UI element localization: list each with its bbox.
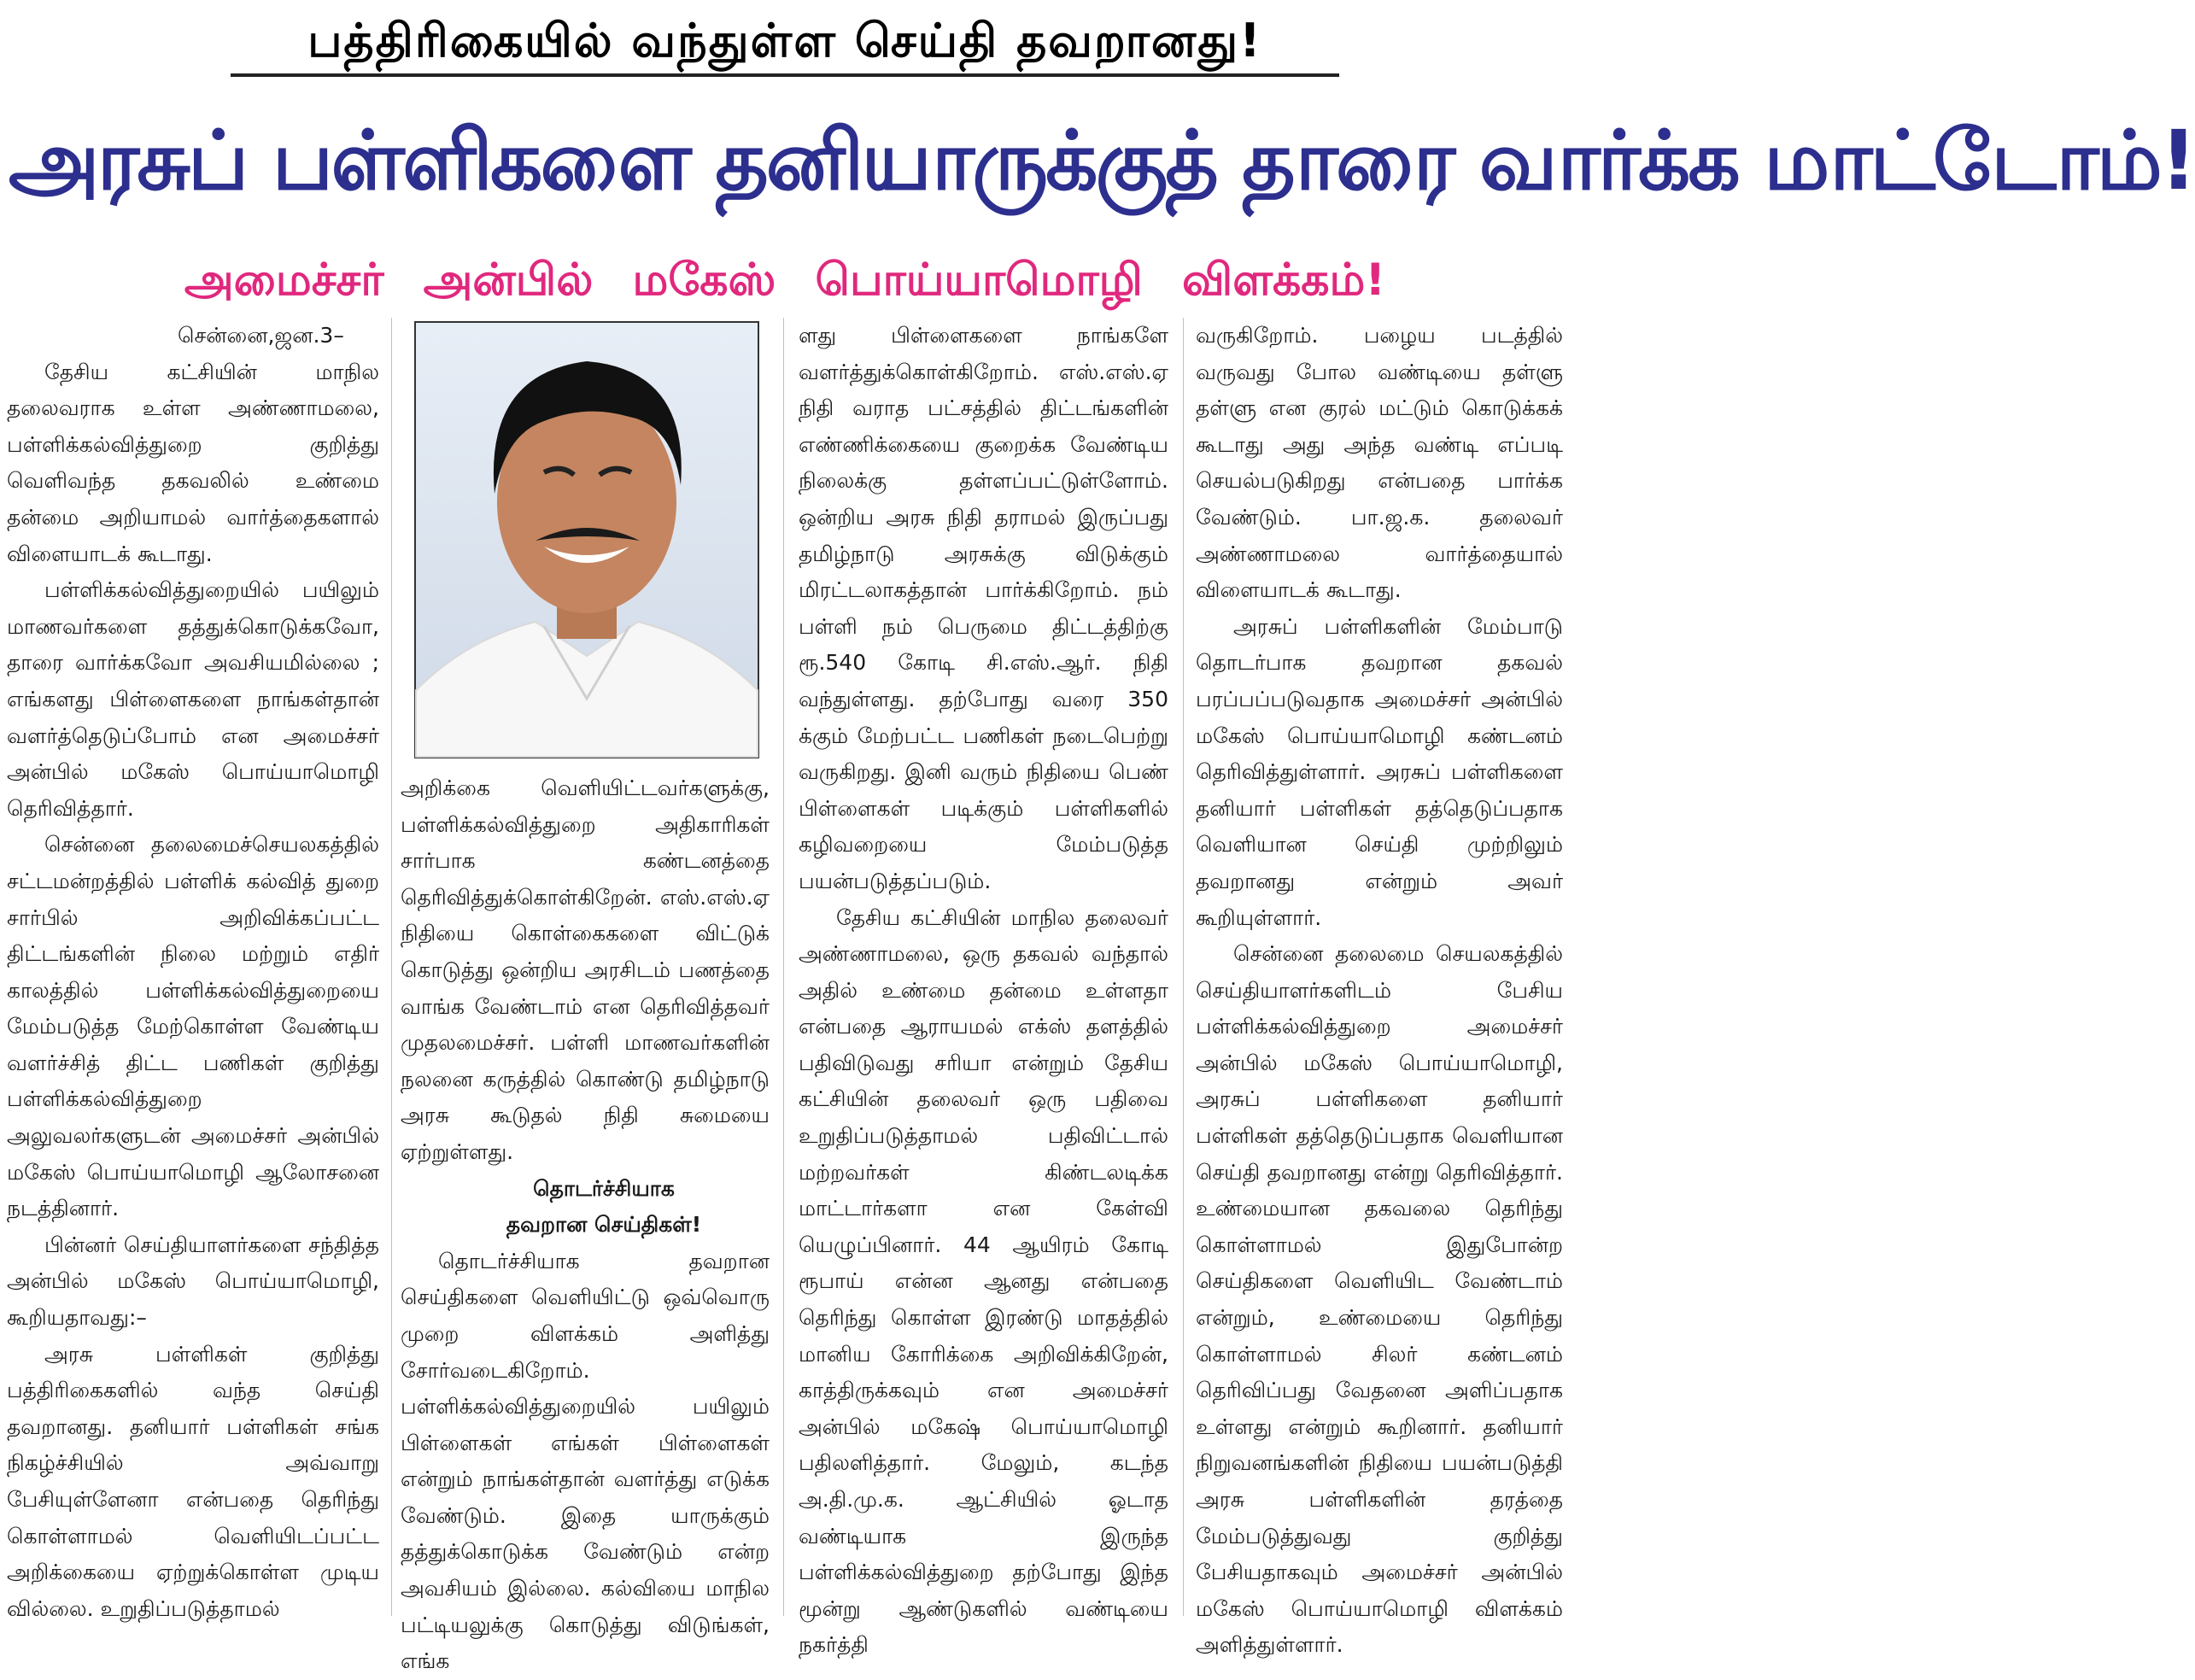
- article-column-3: [799, 318, 1168, 1664]
- paragraph: ளது பிள்ளைகளை நாங்களே வளர்த்துக்கொள்கிறோம். எஸ்.எஸ்.ஏ நிதி வராத பட்சத்தில் திட்டங்களின் எண்ணிக்கையை குறைக்க வேண்டிய நிலைக்கு தள்ளப்பட்டுள்ளோம். ஒன்றிய அரசு நிதி தராமல் இருப்பது தமிழ்நாடு அரசுக்கு விடுக்கும் மிரட்டலாகத்தான் பார்க்கிறோம். நம் பள்ளி நம் பெருமை திட்டத்திற்கு ரூ.540 கோடி சி.எஸ்.ஆர். நிதி வந்துள்ளது. தற்போது வரை 350 க்கும் மேற்பட்ட பணிகள் நடைபெற்று வருகிறது. இனி வரும் நிதியை பெண் பிள்ளைகள் படிக்கும் பள்ளிகளில் கழிவறையை மேம்படுத்த பயன்படுத்தப்படும்.: [799, 323, 1168, 893]
- paragraph: சென்னை தலைமைச்செயலகத்தில் சட்டமன்றத்தில் பள்ளிக் கல்வித் துறை சார்பில் அறிவிக்கப்பட்ட திட்டங்களின் நிலை மற்றும் எதிர் காலத்தில் பள்ளிக்கல்வித்துறையை மேம்படுத்த மேற்கொள்ள வேண்டிய வளர்ச்சித் திட்ட பணிகள் குறித்து பள்ளிக்கல்வித்துறை அலுவலர்களுடன் அமைச்சர் அன்பில் மகேஸ் பொய்யாமொழி ஆலோசனை நடத்தினார்.: [7, 832, 379, 1221]
- column-divider: [783, 318, 784, 1616]
- paragraph: அரசு பள்ளிகள் குறித்து பத்திரிகைகளில் வந்த செய்தி தவறானது. தனியார் பள்ளிகள் சங்க நிகழ்ச்சியில் அவ்வாறு பேசியுள்ளேனா என்பதை தெரிந்து கொள்ளாமல் வெளியிடப்பட்ட அறிக்கையை ஏற்றுக்கொள்ள முடிய வில்லை. உறுதிப்படுத்தாமல்: [7, 1341, 379, 1621]
- column-divider: [391, 318, 392, 1616]
- article-column-4: [1196, 318, 1563, 1664]
- paragraph: தொடர்ச்சியாக தவறான செய்திகளை வெளியிட்டு ஒவ்வொரு முறை விளக்கம் அளித்து சோர்வடைகிறோம். பள்ளிக்கல்வித்துறையில் பயிலும் பிள்ளைகள் எங்கள் பிள்ளைகள் என்றும் நாங்கள்தான் வளர்த்து எடுக்க வேண்டும். இதை யாருக்கும் தத்துக்கொடுக்க வேண்டும் என்ற அவசியம் இல்லை. கல்வியை மாநில பட்டியலுக்கு கொடுத்து விடுங்கள், எங்க: [401, 1248, 770, 1674]
- article-column-2: [401, 770, 770, 1680]
- paragraph: அறிக்கை வெளியிட்டவர்களுக்கு, பள்ளிக்கல்வித்துறை அதிகாரிகள் சார்பாக கண்டனத்தை தெரிவித்துக்கொள்கிறேன். எஸ்.எஸ்.ஏ நிதியை கொள்கைகளை விட்டுக் கொடுத்து ஒன்றிய அரசிடம் பணத்தை வாங்க வேண்டாம் என தெரிவித்தவர் முதலமைச்சர். பள்ளி மாணவர்களின் நலனை கருத்தில் கொண்டு தமிழ்நாடு அரசு கூடுதல் நிதி சுமையை ஏற்றுள்ளது.: [401, 776, 770, 1164]
- paragraph: வருகிறோம். பழைய படத்தில் வருவது போல வண்டியை தள்ளு தள்ளு என குரல் மட்டும் கொடுக்கக் கூடாது அது அந்த வண்டி எப்படி செயல்படுகிறது என்பதை பார்க்க வேண்டும். பா.ஜ.க. தலைவர் அண்ணாமலை வார்த்தையால் விளையாடக் கூடாது.: [1196, 323, 1563, 603]
- paragraph: பள்ளிக்கல்வித்துறையில் பயிலும் மாணவர்களை தத்துக்கொடுக்கவோ, தாரை வார்க்கவோ அவசியமில்லை ; எங்களது பிள்ளைகளை நாங்கள்தான் வளர்த்தெடுப்போம் என அமைச்சர் அன்பில் மகேஸ் பொய்யாமொழி தெரிவித்தார்.: [7, 577, 379, 821]
- paragraph: பின்னர் செய்தியாளர்களை சந்தித்த அன்பில் மகேஸ் பொய்யாமொழி, கூறியதாவது:–: [7, 1232, 379, 1331]
- article-column-1: [7, 318, 379, 1627]
- kicker-headline: பத்திரிகையில் வந்துள்ள செய்தி தவறானது!: [231, 9, 1339, 77]
- main-headline: அரசுப் பள்ளிகளை தனியாருக்குத் தாரை வார்க்க மாட்டோம்!: [9, 113, 2195, 208]
- paragraph: சென்னை தலைமை செயலகத்தில் செய்தியாளர்களிடம் பேசிய பள்ளிக்கல்வித்துறை அமைச்சர் அன்பில் மகேஸ் பொய்யாமொழி, அரசுப் பள்ளிகளை தனியார் பள்ளிகள் தத்தெடுப்பதாக வெளியான செய்தி தவறானது என்று தெரிவித்தார். உண்மையான தகவலை தெரிந்து கொள்ளாமல் இதுபோன்ற செய்திகளை வெளியிட வேண்டாம் என்றும், உண்மையை தெரிந்து கொள்ளாமல் சிலர் கண்டனம் தெரிவிப்பது வேதனை அளிப்பதாக உள்ளது என்றும் கூறினார். தனியார் நிறுவனங்களின் நிதியை பயன்படுத்தி அரசு பள்ளிகளின் தரத்தை மேம்படுத்துவது குறித்து பேசியதாகவும் அமைச்சர் அன்பில் மகேஸ் பொய்யாமொழி விளக்கம் அளித்துள்ளார்.: [1196, 941, 1563, 1658]
- section-subheading: தவறான செய்திகள்!: [506, 1212, 702, 1238]
- paragraph: தேசிய கட்சியின் மாநில தலைவராக உள்ள அண்ணாமலை, பள்ளிக்கல்வித்துறை குறித்து வெளிவந்த தகவலில் உண்மை தன்மை அறியாமல் வார்த்தைகளால் விளையாடக் கூடாது.: [7, 359, 379, 566]
- section-subheading: தொடர்ச்சியாக: [533, 1175, 675, 1201]
- column-divider: [1183, 318, 1184, 1616]
- paragraph: தேசிய கட்சியின் மாநில தலைவர் அண்ணாமலை, ஒரு தகவல் வந்தால் அதில் உண்மை தன்மை உள்ளதா என்பதை ஆராயமல் எக்ஸ் தளத்தில் பதிவிடுவது சரியா என்றும் தேசிய கட்சியின் தலைவர் ஒரு பதிவை உறுதிப்படுத்தாமல் பதிவிட்டால் மற்றவர்கள் கிண்டலடிக்க மாட்டார்களா என கேள்வி யெழுப்பினார். 44 ஆயிரம் கோடி ரூபாய் என்ன ஆனது என்பதை தெரிந்து கொள்ள இரண்டு மாதத்தில் மானிய கோரிக்கை அறிவிக்கிறேன், காத்திருக்கவும் என அமைச்சர் அன்பில் மகேஷ் பொய்யாமொழி பதிலளித்தார். மேலும், கடந்த அ.தி.மு.க. ஆட்சியில் ஓடாத வண்டியாக இருந்த பள்ளிக்கல்வித்துறை தற்போது இந்த மூன்று ஆண்டுகளில் வண்டியை நகர்த்தி: [799, 904, 1168, 1658]
- minister-photo: [414, 321, 759, 758]
- minister-portrait-icon: [416, 323, 758, 757]
- subheadline: அமைச்சர் அன்பில் மகேஸ் பொய்யாமொழி விளக்கம்!: [184, 255, 1386, 306]
- paragraph: அரசுப் பள்ளிகளின் மேம்பாடு தொடர்பாக தவறான தகவல் பரப்பப்படுவதாக அமைச்சர் அன்பில் மகேஸ் பொய்யாமொழி கண்டனம் தெரிவித்துள்ளார். அரசுப் பள்ளிகளை தனியார் பள்ளிகள் தத்தெடுப்பதாக வெளியான செய்தி முற்றிலும் தவறானது என்றும் அவர் கூறியுள்ளார்.: [1196, 613, 1563, 930]
- dateline: சென்னை,ஜன.3–: [178, 323, 344, 348]
